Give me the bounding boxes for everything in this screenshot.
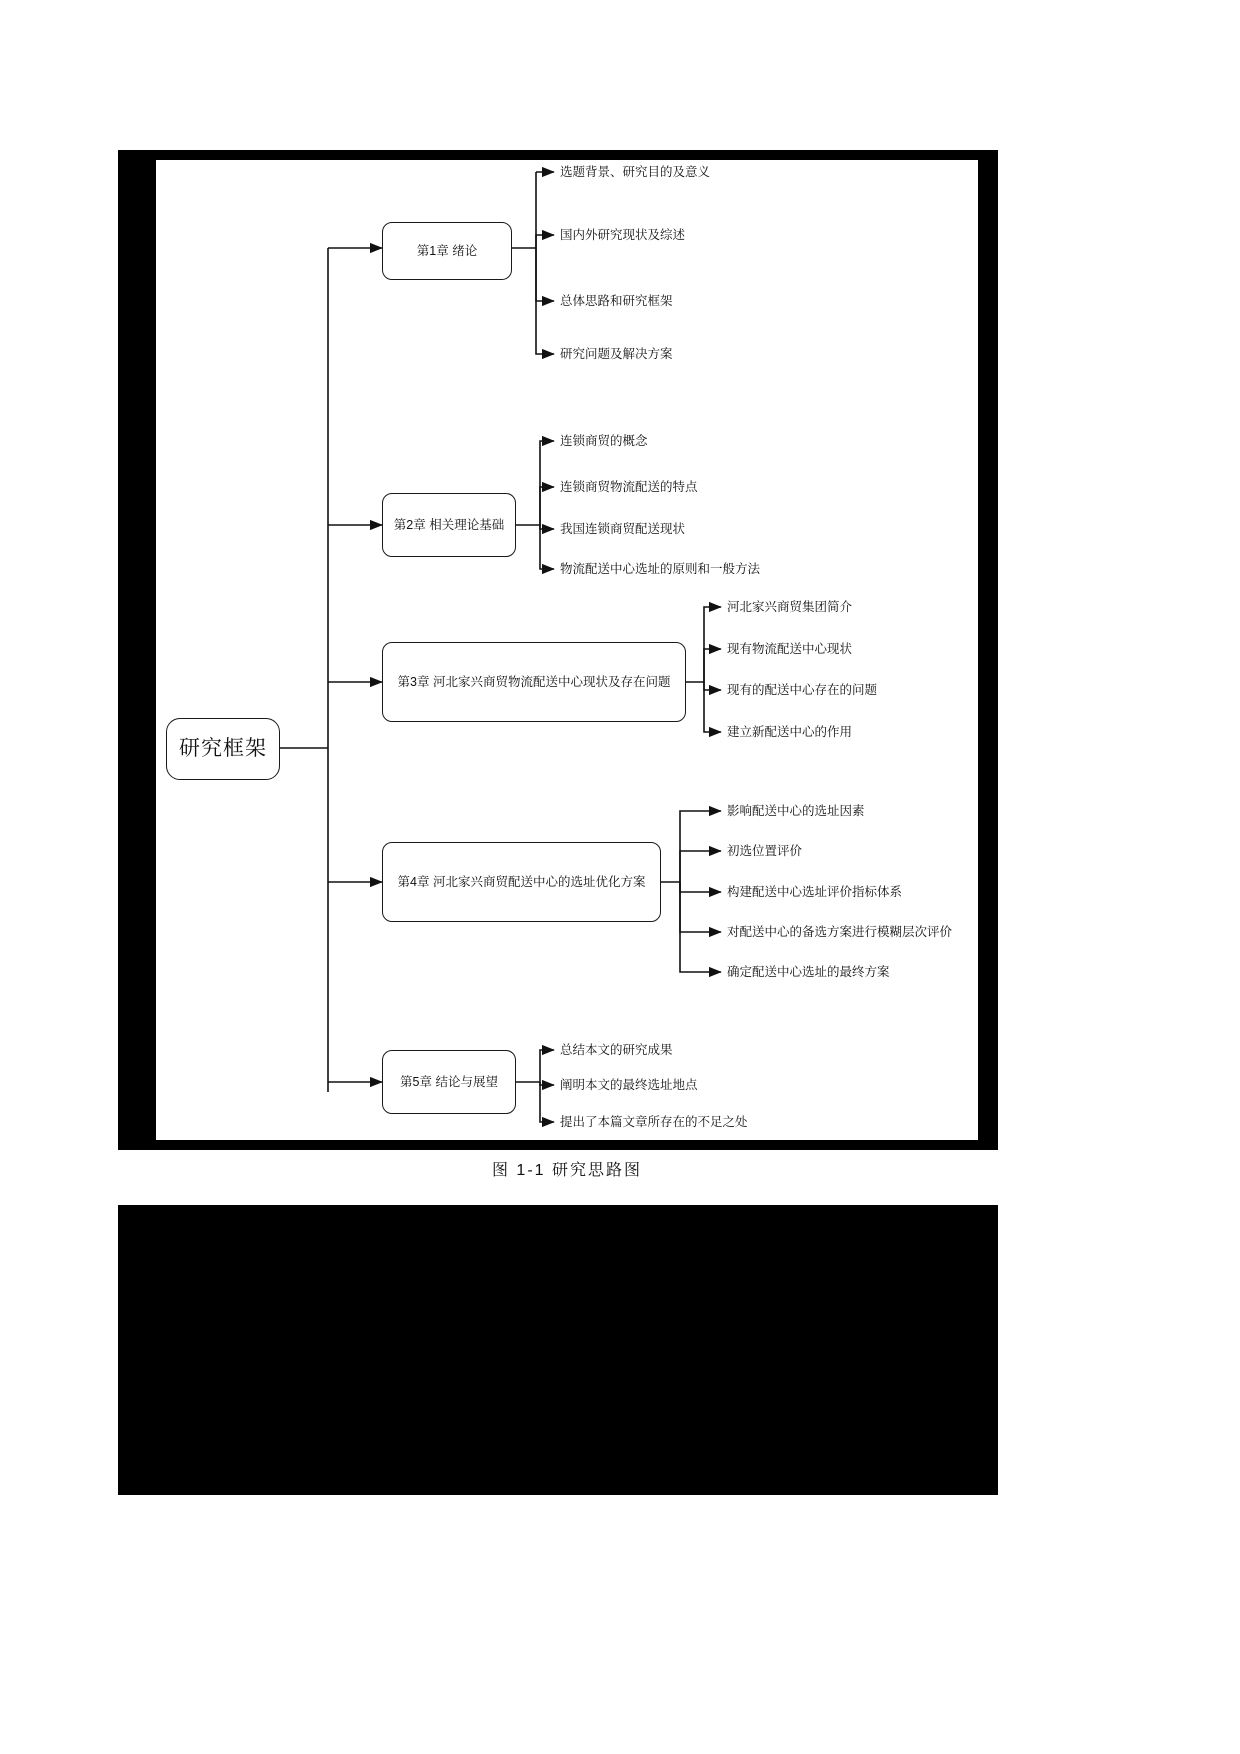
node-chapter-4[interactable]: 第4章 河北家兴商贸配送中心的选址优化方案 bbox=[382, 842, 661, 922]
leaf-ch4-5: 确定配送中心选址的最终方案 bbox=[727, 965, 890, 979]
leaf-ch2-4: 物流配送中心选址的原则和一般方法 bbox=[560, 562, 761, 576]
leaf-ch5-1: 总结本文的研究成果 bbox=[560, 1043, 673, 1057]
leaf-ch2-1: 连锁商贸的概念 bbox=[560, 434, 648, 448]
frame-band-top bbox=[118, 150, 998, 160]
leaf-ch5-2: 阐明本文的最终选址地点 bbox=[560, 1078, 698, 1092]
figure-caption: 图 1-1 研究思路图 bbox=[491, 1162, 643, 1179]
frame-band-left bbox=[118, 150, 156, 1150]
leaf-ch4-3: 构建配送中心选址评价指标体系 bbox=[727, 885, 903, 899]
leaf-ch3-4: 建立新配送中心的作用 bbox=[727, 725, 853, 739]
frame-band-bottom bbox=[118, 1140, 998, 1150]
node-root[interactable]: 研究框架 bbox=[166, 718, 280, 780]
leaf-ch3-3: 现有的配送中心存在的问题 bbox=[727, 683, 878, 697]
node-chapter-3[interactable]: 第3章 河北家兴商贸物流配送中心现状及存在问题 bbox=[382, 642, 686, 722]
leaf-ch3-2: 现有物流配送中心现状 bbox=[727, 642, 853, 656]
diagram-canvas bbox=[156, 160, 978, 1140]
leaf-ch4-2: 初选位置评价 bbox=[727, 844, 803, 858]
leaf-ch1-4: 研究问题及解决方案 bbox=[560, 347, 673, 361]
leaf-ch1-1: 选题背景、研究目的及意义 bbox=[560, 165, 711, 179]
leaf-ch1-3: 总体思路和研究框架 bbox=[560, 294, 673, 308]
leaf-ch4-1: 影响配送中心的选址因素 bbox=[727, 804, 865, 818]
leaf-ch4-4: 对配送中心的备选方案进行模糊层次评价 bbox=[727, 925, 953, 939]
node-chapter-2[interactable]: 第2章 相关理论基础 bbox=[382, 493, 516, 557]
leaf-ch2-2: 连锁商贸物流配送的特点 bbox=[560, 480, 698, 494]
leaf-ch5-3: 提出了本篇文章所存在的不足之处 bbox=[560, 1115, 748, 1129]
leaf-ch1-2: 国内外研究现状及综述 bbox=[560, 228, 686, 242]
leaf-ch3-1: 河北家兴商贸集团简介 bbox=[727, 600, 853, 614]
frame-band-lower bbox=[118, 1205, 998, 1495]
frame-band-right bbox=[978, 150, 998, 1150]
leaf-ch2-3: 我国连锁商贸配送现状 bbox=[560, 522, 686, 536]
node-chapter-5[interactable]: 第5章 结论与展望 bbox=[382, 1050, 516, 1114]
node-chapter-1[interactable]: 第1章 绪论 bbox=[382, 222, 512, 280]
